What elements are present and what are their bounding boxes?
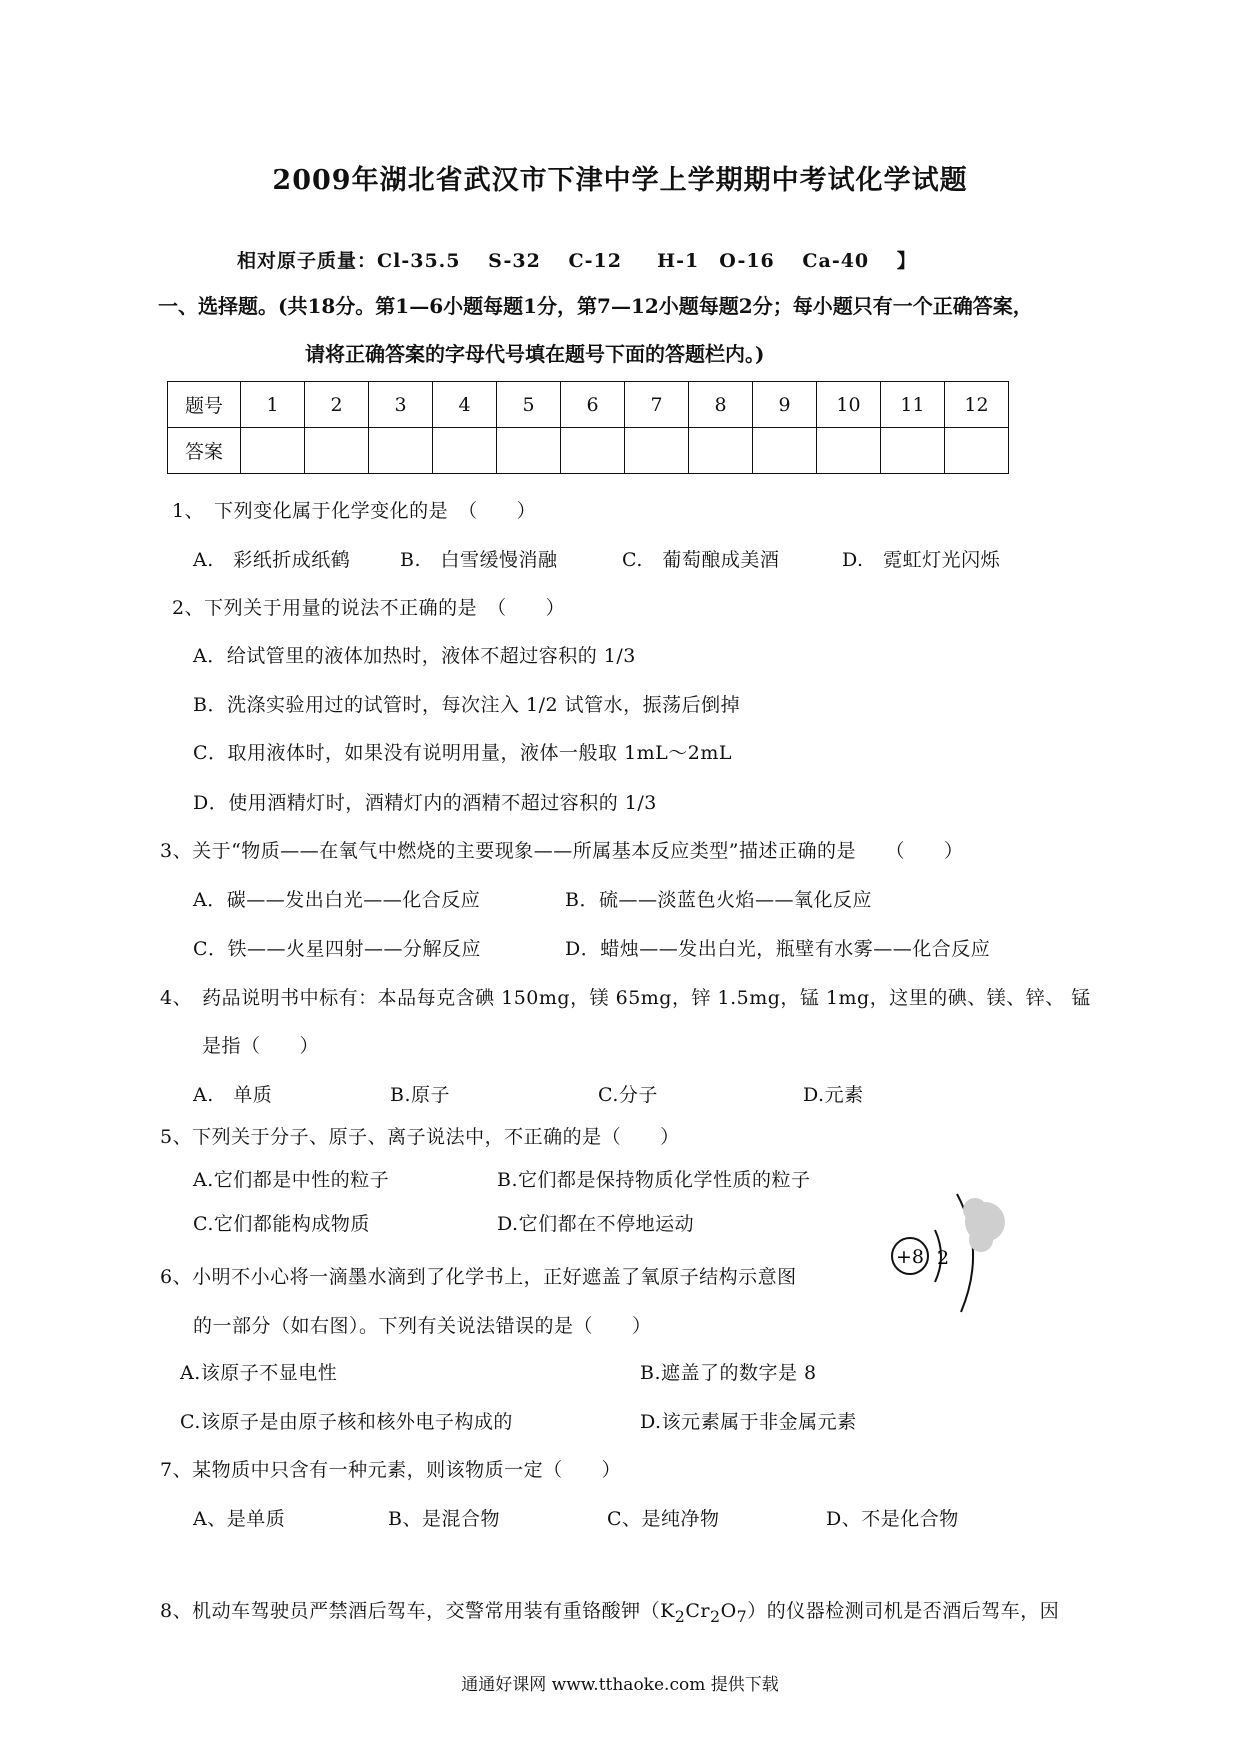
question-5-option-a: A.它们都是中性的粒子: [193, 1169, 390, 1191]
section-heading: 一、选择题。(共18分。第1—6小题每题1分，第7—12小题每题2分；每小题只有一个正确答案，: [158, 294, 1033, 318]
question-number-cell: 5: [497, 382, 561, 428]
answer-cell[interactable]: [433, 428, 497, 474]
question-7-option-d: D、不是化合物: [826, 1508, 959, 1530]
answer-table-answer-row: [168, 428, 1009, 474]
question-number-cell: 1: [241, 382, 305, 428]
question-number-cell: 6: [561, 382, 625, 428]
answer-table: [167, 381, 1009, 474]
question-3-option-a: A．碳——发出白光——化合反应: [193, 889, 481, 911]
nucleus-charge: +8: [895, 1246, 925, 1268]
section-instruction: 请将正确答案的字母代号填在题号下面的答题栏内。): [305, 342, 765, 366]
subscript: 2: [674, 1606, 686, 1626]
question-6-option-c: C.该原子是由原子核和核外电子构成的: [180, 1411, 513, 1433]
question-1-option-a: A. 彩纸折成纸鹤: [193, 549, 351, 571]
question-2-option-d: D．使用酒精灯时，酒精灯内的酒精不超过容积的 1/3: [193, 792, 657, 814]
question-number-cell: 2: [305, 382, 369, 428]
question-8-text-d: ）的仪器检测司机是否酒后驾车，因: [747, 1600, 1060, 1622]
question-6-stem-cont: 的一部分（如右图）。下列有关说法错误的是（ ）: [193, 1315, 652, 1337]
question-6-option-a: A.该原子不显电性: [180, 1362, 338, 1384]
ink-blot-part: [963, 1198, 987, 1222]
question-number-cell: 12: [945, 382, 1009, 428]
question-3-option-d: D．蜡烛——发出白光，瓶壁有水雾——化合反应: [565, 938, 991, 960]
question-1-stem: 1、 下列变化属于化学变化的是 （ ）: [172, 500, 537, 522]
oxygen-atom-diagram: [875, 1180, 1005, 1320]
question-1-option-c: C. 葡萄酿成美酒: [622, 549, 780, 571]
question-7-option-b: B、是混合物: [388, 1508, 500, 1530]
question-4-option-c: C.分子: [598, 1084, 658, 1106]
row-label-number: 题号: [168, 382, 241, 428]
question-7-option-c: C、是纯净物: [607, 1508, 720, 1530]
shell-1-electrons: 2: [936, 1247, 950, 1269]
question-5-stem: 5、下列关于分子、原子、离子说法中，不正确的是（ ）: [160, 1126, 680, 1148]
question-2-stem: 2、下列关于用量的说法不正确的是 （ ）: [172, 597, 566, 619]
question-7-stem: 7、某物质中只含有一种元素，则该物质一定（ ）: [160, 1459, 622, 1481]
question-number-cell: 10: [817, 382, 881, 428]
question-8-text-c: O: [720, 1600, 737, 1622]
question-3-option-b: B．硫——淡蓝色火焰——氧化反应: [565, 889, 872, 911]
subscript: 7: [736, 1606, 748, 1626]
row-label-answer: 答案: [168, 428, 241, 474]
question-8-text-b: Cr: [685, 1600, 710, 1622]
question-7-option-a: A、是单质: [193, 1508, 286, 1530]
atomic-masses: 相对原子质量：Cl-35.5 S-32 C-12 H-1 O-16 Ca-40 】: [237, 250, 917, 272]
answer-cell[interactable]: [369, 428, 433, 474]
question-6-option-b: B.遮盖了的数字是 8: [640, 1362, 817, 1384]
question-2-option-a: A．给试管里的液体加热时，液体不超过容积的 1/3: [193, 645, 636, 667]
question-1-option-d: D. 霓虹灯光闪烁: [842, 549, 1001, 571]
question-8-text-a: 8、机动车驾驶员严禁酒后驾车，交警常用装有重铬酸钾（K: [160, 1600, 675, 1622]
answer-cell[interactable]: [945, 428, 1009, 474]
answer-cell[interactable]: [625, 428, 689, 474]
subscript: 2: [710, 1606, 721, 1626]
question-6-stem: 6、小明不小心将一滴墨水滴到了化学书上，正好遮盖了氧原子结构示意图: [160, 1266, 797, 1288]
question-3-option-c: C．铁——火星四射——分解反应: [193, 938, 482, 960]
answer-cell[interactable]: [497, 428, 561, 474]
question-1-option-b: B. 白雪缓慢消融: [400, 549, 558, 571]
question-5-option-c: C.它们都能构成物质: [193, 1213, 370, 1235]
answer-cell[interactable]: [817, 428, 881, 474]
answer-cell[interactable]: [881, 428, 945, 474]
answer-cell[interactable]: [241, 428, 305, 474]
question-4-stem-cont: 是指（ ）: [202, 1035, 320, 1057]
question-number-cell: 9: [753, 382, 817, 428]
ink-blot-part: [969, 1228, 993, 1252]
question-4-stem: 4、 药品说明书中标有：本品每克含碘 150mg，镁 65mg，锌 1.5mg，锰 1mg，这里的碘、镁、锌、 锰: [160, 987, 1091, 1009]
page-title: 2009年湖北省武汉市下津中学上学期期中考试化学试题: [272, 165, 968, 196]
question-5-option-b: B.它们都是保持物质化学性质的粒子: [497, 1169, 811, 1191]
answer-table-number-row: [168, 382, 1009, 428]
answer-cell[interactable]: [305, 428, 369, 474]
question-2-option-b: B．洗涤实验用过的试管时，每次注入 1/2 试管水，振荡后倒掉: [193, 694, 741, 716]
question-8-stem: [160, 1596, 1059, 1626]
question-number-cell: 7: [625, 382, 689, 428]
question-number-cell: 8: [689, 382, 753, 428]
question-4-option-b: B.原子: [390, 1084, 451, 1106]
question-4-option-d: D.元素: [803, 1084, 864, 1106]
question-4-option-a: A. 单质: [193, 1084, 273, 1106]
answer-cell[interactable]: [689, 428, 753, 474]
page-footer: 通通好课网 www.tthaoke.com 提供下载: [461, 1675, 779, 1695]
question-2-option-c: C．取用液体时，如果没有说明用量，液体一般取 1mL～2mL: [193, 742, 733, 764]
question-6-option-d: D.该元素属于非金属元素: [640, 1411, 857, 1433]
answer-cell[interactable]: [561, 428, 625, 474]
question-3-stem: 3、关于“物质——在氧气中燃烧的主要现象——所属基本反应类型”描述正确的是 （ ）: [160, 840, 964, 862]
question-number-cell: 11: [881, 382, 945, 428]
question-number-cell: 4: [433, 382, 497, 428]
answer-cell[interactable]: [753, 428, 817, 474]
question-number-cell: 3: [369, 382, 433, 428]
question-5-option-d: D.它们都在不停地运动: [497, 1213, 695, 1235]
